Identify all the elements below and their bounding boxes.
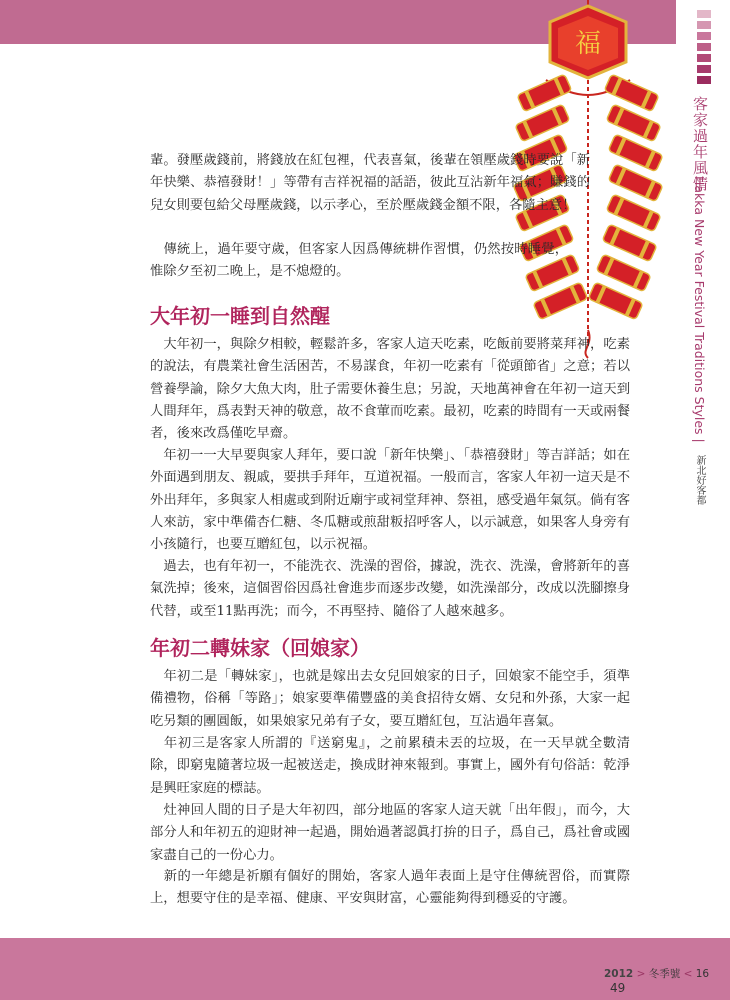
intro-paragraph-2: 傳統上，過年要守歲，但客家人因爲傳統耕作習慣，仍然按時睡覺，惟除夕至初二晚上，是不熄燈的。 <box>150 242 568 280</box>
page-number: 49 <box>610 981 626 995</box>
first-day-paragraph-1: 大年初一，與除夕相較，輕鬆許多，客家人這天吃素，吃飯前要將菜拜神，吃素的說法，有農業社會生活困苦，不易謀食，年初一吃素有「從頭節省」之意；若以營養學論，除夕大魚大肉，肚子需要休養生息；另說，天地萬神會在年初一這天到人間拜年，爲表對天神的敬意，故不食葷而吃素。最初，吃素的時間有一天或兩餐者，後來改爲僅吃早齋。 <box>150 337 630 442</box>
first-day-paragraph-3: 過去，也有年初一，不能洗衣、洗澡的習俗，據說，洗衣、洗澡，會將新年的喜氣洗掉；後來，這個習俗因爲社會進步而逐步改變，如洗澡部分，改成以洗腳擦身代替，或至11點再洗；而今，不再堅持、隨俗了人越來越多。 <box>150 559 630 619</box>
intro-paragraph-1: 輩。發壓歲錢前，將錢放在紅包裡，代表喜氣，後輩在領壓歲錢時要說「新年快樂、恭禧發財！」等帶有吉祥祝福的話語，彼此互沾新年福氣；賺錢的兒女則要包給父母壓歲錢，以示孝心，至於壓歲錢金額不限，各隨主意！ <box>150 153 590 213</box>
footer-year: 2012 <box>604 968 634 980</box>
subtitle-english: Hakka New Year Festival Traditions Styles <box>692 176 707 435</box>
second-day-paragraph-3: 灶神回人間的日子是大年初四，部分地區的客家人這天就「出年假」，而今，大部分人和年初五的迎財神一起過，開始過著認眞打拚的日子，爲自己，爲社會或國家盡自己的一份心力。 <box>150 803 630 863</box>
first-day-paragraph-2: 年初一一大早要與家人拜年，要口說「新年快樂」、「恭禧發財」等吉詳話；如在外面遇到朋友、親戚，要拱手拜年，互道祝福。一般而言，客家人年初一這天是不外出拜年，多與家人相處或到附近廟宇或祠堂拜神、祭祖，感受過年氣氛。倘有客人來訪，家中準備杏仁糖、冬瓜糖或煎甜粄招呼客人，以示誠意，如果客人身旁有小孩隨行，也要互贈紅包，以示祝福。 <box>150 448 630 553</box>
section-title: 客家過年風情 <box>691 96 709 192</box>
fu-character: 福 <box>574 29 602 59</box>
footer-issue: 冬季號 <box>648 968 681 980</box>
second-day-paragraph-2: 年初三是客家人所謂的『送窮鬼』，之前累積未丟的垃圾，在一天早就全數清除，即窮鬼隨著垃圾一起被送走，換成財神來報到。事實上，國外有句俗話：乾淨是興旺家庭的標誌。 <box>150 736 630 796</box>
section-subtitle <box>692 176 707 505</box>
heading-second-day: 年初二轉妹家（回娘家） <box>150 636 370 660</box>
second-day-paragraph-4: 新的一年總是祈願有個好的開始，客家人過年表面上是守住傳統習俗，而實際上，想要守住的是幸福、健康、平安與財富，心靈能夠得到穩妥的守護。 <box>150 869 630 907</box>
footer-arrow-right: > <box>636 968 646 980</box>
footer-arrow-left: < <box>683 968 693 980</box>
footer-volume: 16 <box>695 968 710 980</box>
sidebar-squares <box>697 10 711 87</box>
fu-charm <box>550 6 626 78</box>
subtitle-tag: 新北好客都 <box>694 454 705 505</box>
subtitle-separator: | <box>692 438 707 443</box>
page-footer <box>604 966 730 995</box>
heading-first-day: 大年初一睡到自然醒 <box>150 304 330 328</box>
second-day-paragraph-1: 年初二是「轉妹家」，也就是嫁出去女兒回娘家的日子，回娘家不能空手，須準備禮物，俗稱「等路」；娘家要準備豐盛的美食招待女婿、女兒和外孫，大家一起吃另類的團圓飯，如果娘家兄弟有子女，要互贈紅包，互沾過年喜氣。 <box>150 669 630 729</box>
